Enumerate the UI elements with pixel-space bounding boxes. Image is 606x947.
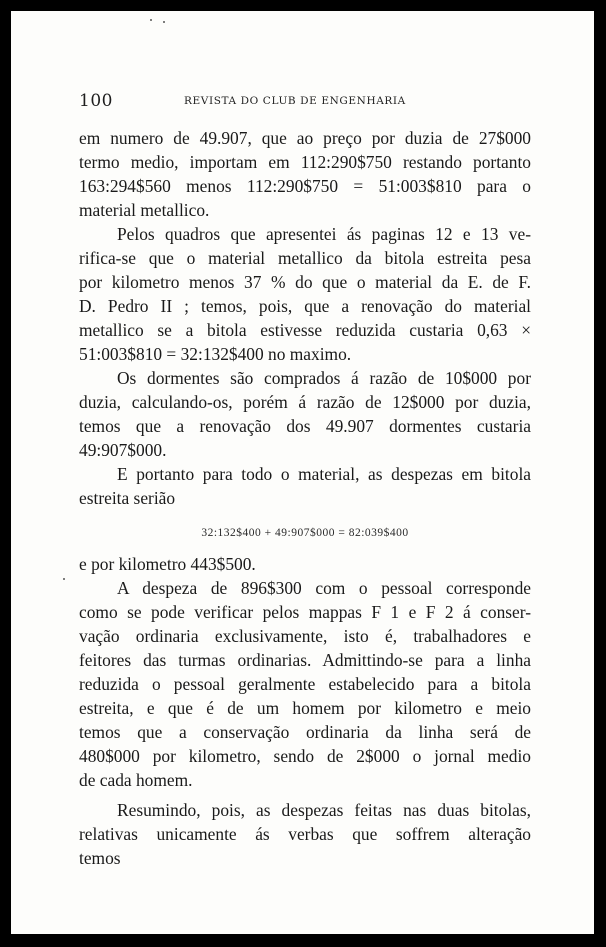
paragraph-5 — [79, 552, 531, 576]
text-line: Pelos quadros que apresentei ás paginas 12 e 13 ve- — [117, 224, 531, 244]
scan-speck — [163, 21, 165, 23]
text-line: vação ordinaria exclusivamente, isto é, trabalhadores e — [79, 626, 531, 646]
text-line: e por kilometro 443$500. — [79, 554, 256, 574]
text-line: estreita, e que é de um homem por kilometro e meio — [79, 698, 531, 718]
body-text — [79, 126, 531, 870]
text-line: estreita serião — [79, 488, 176, 508]
text-line: material metallico. — [79, 200, 210, 220]
equation: 32:132$400 + 49:907$000 = 82:039$400 — [201, 527, 409, 539]
paragraph-4 — [79, 462, 531, 510]
text-line: D. Pedro II ; temos, pois, que a renovação do material — [79, 296, 531, 316]
text-line: 51:003$810 = 32:132$400 no maximo. — [79, 344, 352, 364]
running-title: REVISTA DO CLUB DE ENGENHARIA — [184, 95, 406, 107]
paragraph-7 — [79, 798, 531, 870]
text-line: temos que a renovação dos 49.907 dormentes custaria — [79, 416, 531, 436]
text-line: termo medio, importam em 112:290$750 restando portanto — [79, 152, 531, 172]
text-line: temos que a conservação ordinaria da linha será de — [79, 722, 531, 742]
text-line: 49:907$000. — [79, 440, 167, 460]
text-line: 480$000 por kilometro, sendo de 2$000 o jornal medio — [79, 746, 531, 766]
paragraph-3 — [79, 366, 531, 462]
text-line: feitores das turmas ordinarias. Admittindo-se para a linha — [79, 650, 531, 670]
paragraph-1 — [79, 126, 531, 222]
text-line: Os dormentes são comprados á razão de 10$000 por — [117, 368, 531, 388]
text-line: de cada homem. — [79, 770, 193, 790]
scan-speck — [150, 19, 152, 21]
text-line: 163:294$560 menos 112:290$750 = 51:003$810 para o — [79, 176, 531, 196]
text-line: reduzida o pessoal geralmente estabelecido para a bitola — [79, 674, 531, 694]
text-line: metallico se a bitola estivesse reduzida custaria 0,63 × — [79, 320, 531, 340]
paragraph-2 — [79, 222, 531, 366]
text-line: rifica-se que o material metallico da bitola estreita pesa — [79, 248, 531, 268]
text-line: como se pode verificar pelos mappas F 1 e F 2 á conser- — [79, 602, 531, 622]
page-number: 100 — [79, 91, 113, 111]
text-line: em numero de 49.907, que ao preço por duzia de 27$000 — [79, 128, 531, 148]
text-line: relativas unicamente ás verbas que soffrem alteração — [79, 824, 531, 844]
text-line: A despeza de 896$300 com o pessoal corresponde — [117, 578, 531, 598]
text-line: Resumindo, pois, as despezas feitas nas duas bitolas, — [117, 800, 531, 820]
paragraph-6 — [79, 576, 531, 792]
text-line: E portanto para todo o material, as despezas em bitola — [117, 464, 531, 484]
scan-speck — [63, 578, 65, 580]
text-line: duzia, calculando-os, porém á razão de 12$000 por duzia, — [79, 392, 531, 412]
text-line: por kilometro menos 37 % do que o material da E. de F. — [79, 272, 531, 292]
page-header — [79, 91, 531, 113]
text-line: temos — [79, 848, 121, 868]
